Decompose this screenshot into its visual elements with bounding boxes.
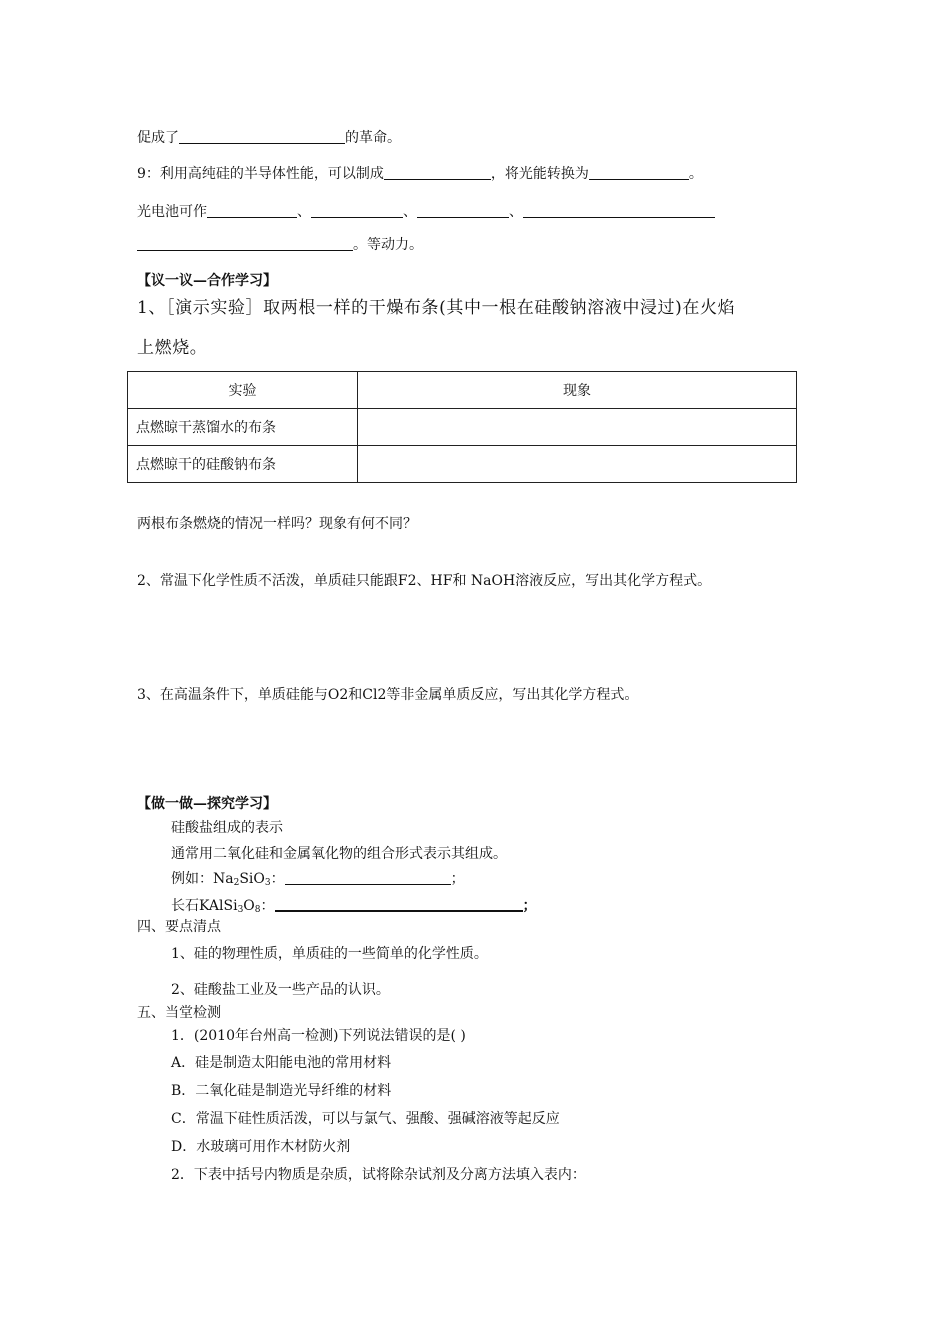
ex2-colon: ： (260, 898, 275, 914)
practice-line-2: 通常用二氧化硅和金属氧化物的组合形式表示其组成。 (171, 846, 507, 862)
section4-point-1: 1、硅的物理性质，单质硅的一些简单的化学性质。 (171, 946, 488, 962)
section5-title: 五、当堂检测 (137, 1005, 221, 1021)
q8-before: 促成了 (137, 130, 179, 146)
row2-experiment: 点燃晾干的硅酸钠布条 (128, 446, 358, 483)
ex1-answer-blank[interactable] (285, 870, 451, 885)
question-1: 1．(2010年台州高一检测)下列说法错误的是( ) (171, 1028, 466, 1044)
ex2-end: ； (522, 898, 537, 914)
q9-uses-blank-2[interactable] (311, 203, 403, 218)
option-b[interactable]: B．二氧化硅是制造光导纤维的材料 (171, 1083, 392, 1099)
ex2-sub1: 3 (237, 905, 244, 915)
practice-section-title: 【做一做—探究学习】 (137, 796, 277, 812)
demo-experiment-line-1: 1、［演示实验］取两根一样的干燥布条(其中一根在硅酸钠溶液中浸过)在火焰 (137, 298, 736, 318)
ex2-sub2: 8 (254, 905, 261, 915)
practice-line-1: 硅酸盐组成的表示 (171, 820, 283, 836)
q8-tail-line (137, 129, 401, 147)
ex2-prefix: 长石KAlSi (171, 898, 238, 914)
ex1-sub2: 3 (264, 878, 271, 888)
section4-point-2: 2、硅酸盐工业及一些产品的认识。 (171, 982, 390, 998)
q9-uses-lead: 光电池可作 (137, 204, 207, 220)
question-2: 2．下表中括号内物质是杂质，试将除杂试剂及分离方法填入表内： (171, 1167, 586, 1183)
experiment-table (127, 371, 797, 483)
table-header-row (128, 372, 797, 409)
table-row (128, 409, 797, 446)
q9-uses-sep-3: 、 (509, 204, 523, 220)
q9-blank-2[interactable] (589, 165, 689, 180)
ex1-colon: ： (270, 871, 285, 887)
q9-text2: ，将光能转换为 (490, 166, 589, 182)
ex1-sub1: 2 (233, 878, 240, 888)
table-row (128, 446, 797, 483)
row1-experiment: 点燃晾干蒸馏水的布条 (128, 409, 358, 446)
q9-uses-blank-5[interactable] (137, 236, 353, 251)
ex2-mid: O (243, 898, 255, 914)
example-feldspar-line (171, 896, 537, 915)
q9-uses-blank-3[interactable] (417, 203, 509, 218)
q9-uses-line-1 (137, 203, 715, 221)
option-c[interactable]: C．常温下硅性质活泼，可以与氯气、强酸、强碱溶液等起反应 (171, 1111, 560, 1127)
ex2-answer-blank[interactable] (275, 896, 523, 912)
option-d[interactable]: D．水玻璃可用作木材防火剂 (171, 1139, 351, 1155)
q9-uses-blank-4[interactable] (523, 203, 715, 218)
row2-phenomenon-cell[interactable] (358, 446, 797, 483)
q9-text1: 9：利用高纯硅的半导体性能，可以制成 (137, 166, 384, 182)
q9-uses-line-2 (137, 236, 423, 254)
item2-silicon-reactions: 2、常温下化学性质不活泼，单质硅只能跟F2、HF和 NaOH溶液反应，写出其化学方程式。 (137, 573, 712, 589)
demo-experiment-line-2: 上燃烧。 (137, 338, 208, 358)
header-experiment: 实验 (128, 372, 358, 409)
q9-text3: 。 (688, 166, 703, 182)
ex1-mid: SiO (239, 871, 265, 887)
option-a[interactable]: A．硅是制造太阳能电池的常用材料 (171, 1055, 392, 1071)
ex1-prefix: 例如：Na (171, 871, 234, 887)
item3-high-temp-reactions: 3、在高温条件下，单质硅能与O2和Cl2等非金属单质反应，写出其化学方程式。 (137, 687, 639, 703)
q8-after: 的革命。 (345, 130, 401, 146)
section4-title: 四、要点清点 (137, 919, 221, 935)
q9-line (137, 165, 703, 183)
ex1-end: ； (450, 871, 465, 887)
q9-uses-sep-1: 、 (297, 204, 311, 220)
q9-uses-blank-1[interactable] (207, 203, 297, 218)
row1-phenomenon-cell[interactable] (358, 409, 797, 446)
q9-uses-end: 。等动力。 (353, 237, 423, 253)
discuss-section-title: 【议一议—合作学习】 (137, 273, 277, 289)
header-phenomenon: 现象 (358, 372, 797, 409)
q9-blank-1[interactable] (384, 165, 491, 180)
q8-answer-blank[interactable] (179, 129, 345, 144)
burning-question: 两根布条燃烧的情况一样吗？现象有何不同？ (137, 516, 417, 532)
example-na2sio3-line (171, 870, 465, 888)
q9-uses-sep-2: 、 (403, 204, 417, 220)
